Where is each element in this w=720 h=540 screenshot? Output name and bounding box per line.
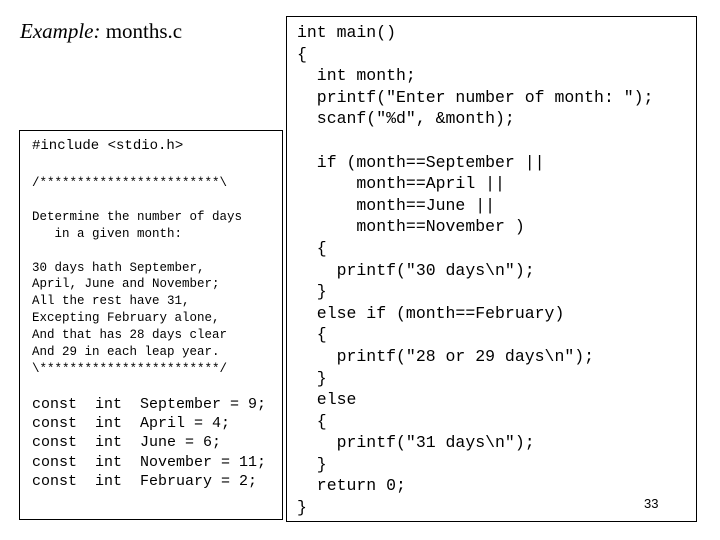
slide-title	[20, 18, 182, 44]
constant-declarations: const int September = 9; const int April = 4; const int June = 6; const int November = 11; const int February = 2;	[32, 396, 267, 490]
comment-block: /************************\ Determine the number of days in a given month: 30 days hath September, April, June and November; All the rest have 31, Excepting February alone, And that has 28 days clear And 29 in each leap year. \************************/	[32, 176, 243, 376]
main-function-panel	[286, 16, 697, 522]
header-declarations-panel	[19, 130, 283, 520]
include-directive: #include <stdio.h>	[32, 138, 184, 154]
title-filename: months.c	[105, 19, 183, 43]
title-label: Example:	[20, 19, 101, 43]
main-function-code: int main() { int month; printf("Enter number of month: "); scanf("%d", &month); if (month==September || month==April || month==June || month==November ) { printf("30 days\n"); } else if (month==February) { printf("28 or 29 days\n"); } else { printf("31 days\n"); } return 0; }	[297, 23, 654, 518]
page-number: 33	[644, 496, 659, 511]
